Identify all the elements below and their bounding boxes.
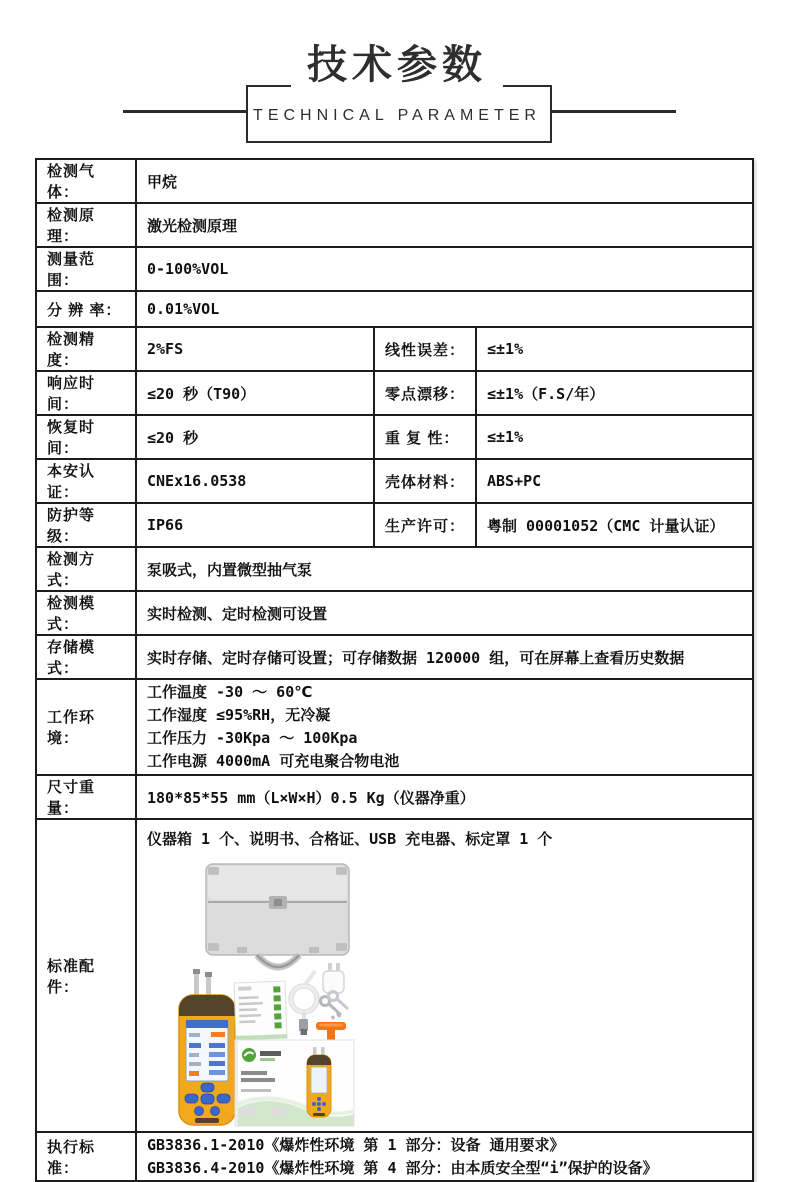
param-value: IP66 (136, 503, 374, 547)
table-row (36, 635, 753, 679)
header-rule-right (548, 110, 676, 113)
param-label: 检测模式： (36, 591, 136, 635)
header-rule-left (123, 110, 246, 113)
param-label: 标准配件： (36, 819, 136, 1132)
env-line-temperature: 工作温度 -30 ～ 60℃ (147, 683, 313, 701)
param-value: ≤20 秒 (136, 415, 374, 459)
table-row (36, 1132, 753, 1181)
table-row (36, 247, 753, 291)
param-label: 检测气体： (36, 159, 136, 203)
param-value: ≤±1% (476, 327, 753, 371)
param-value: 180*85*55 mm（L×W×H）0.5 Kg（仪器净重） (136, 775, 753, 819)
param-value: 泵吸式，内置微型抽气泵 (136, 547, 753, 591)
standard-line-2: GB3836.4-2010《爆炸性环境 第 4 部分：由本质安全型“i”保护的设备》 (147, 1158, 658, 1177)
param-label: 响应时间： (36, 371, 136, 415)
param-label: 防护等级： (36, 503, 136, 547)
table-row (36, 591, 753, 635)
table-row (36, 203, 753, 247)
product-manual (235, 1040, 354, 1126)
param-value: CNEx16.0538 (136, 459, 374, 503)
page-title: 技术参数 (291, 42, 503, 88)
table-row (36, 775, 753, 819)
param-value: ABS+PC (476, 459, 753, 503)
table-row (36, 415, 753, 459)
param-value: 粤制 00001052（CMC 计量认证） (476, 503, 753, 547)
manual-card (234, 981, 287, 1040)
table-row (36, 503, 753, 547)
param-label: 重 复 性： (374, 415, 476, 459)
page-subtitle: TECHNICAL PARAMETER (253, 107, 541, 124)
standard-line-1: GB3836.1-2010《爆炸性环境 第 1 部分：设备 通用要求》 (147, 1135, 565, 1154)
param-label: 检测精度： (36, 327, 136, 371)
param-value: 0-100%VOL (136, 247, 753, 291)
param-label: 检测方式： (36, 547, 136, 591)
param-label: 分 辨 率： (36, 291, 136, 327)
table-row (36, 459, 753, 503)
param-value: 0.01%VOL (136, 291, 753, 327)
param-value: 激光检测原理 (136, 203, 753, 247)
param-value: 实时检测、定时检测可设置 (136, 591, 753, 635)
param-label: 生产许可： (374, 503, 476, 547)
env-line-humidity: 工作湿度 ≤95%RH，无冷凝 (147, 706, 331, 724)
usb-cable (291, 971, 317, 1035)
table-row (36, 819, 753, 1132)
table-row (36, 371, 753, 415)
param-value: ≤±1% (476, 415, 753, 459)
param-label: 测量范围： (36, 247, 136, 291)
param-label: 存储模式： (36, 635, 136, 679)
param-value: 甲烷 (136, 159, 753, 203)
param-label: 执行标准： (36, 1132, 136, 1181)
param-value: ≤20 秒（T90） (136, 371, 374, 415)
param-label: 尺寸重量： (36, 775, 136, 819)
product-kit-photo (175, 859, 357, 1127)
table-row (36, 159, 753, 203)
gas-detector (179, 969, 235, 1125)
param-label: 本安认证： (36, 459, 136, 503)
param-label: 恢复时间： (36, 415, 136, 459)
accessories-text: 仪器箱 1 个、说明书、合格证、USB 充电器、标定罩 1 个 (147, 829, 553, 848)
env-line-pressure: 工作压力 -30Kpa ～ 100Kpa (147, 729, 358, 747)
power-adapter (323, 963, 344, 993)
param-label: 零点漂移： (374, 371, 476, 415)
param-label: 壳体材料： (374, 459, 476, 503)
carry-case (206, 864, 349, 967)
param-value: 实时存储、定时存储可设置；可存储数据 120000 组，可在屏幕上查看历史数据 (136, 635, 753, 679)
table-row (36, 291, 753, 327)
param-label: 线性误差： (374, 327, 476, 371)
parameter-table (35, 158, 754, 1182)
table-row (36, 679, 753, 775)
param-value: 2%FS (136, 327, 374, 371)
env-line-power: 工作电源 4000mA 可充电聚合物电池 (147, 752, 400, 770)
param-label: 工作环境： (36, 679, 136, 775)
table-row (36, 547, 753, 591)
keys (321, 991, 349, 1019)
param-label: 检测原理： (36, 203, 136, 247)
param-value (136, 679, 753, 775)
param-value (136, 819, 753, 1132)
param-value: ≤±1%（F.S/年） (476, 371, 753, 415)
param-value (136, 1132, 753, 1181)
table-row (36, 327, 753, 371)
